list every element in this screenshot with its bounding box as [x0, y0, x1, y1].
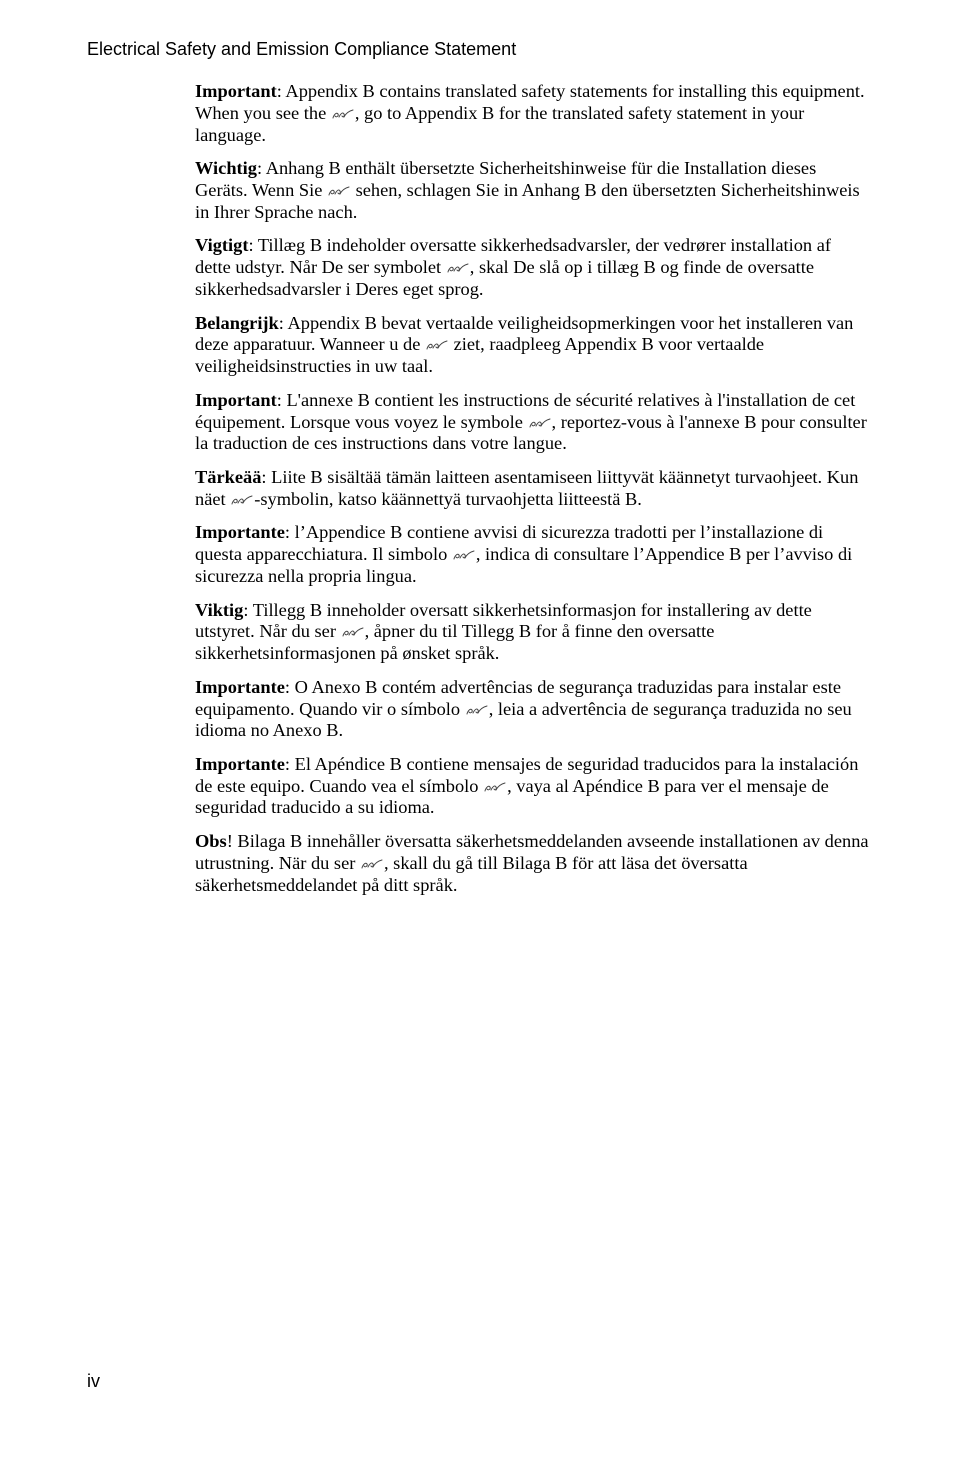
statement-text-after-symbol: , skal De slå op i tillæg B og finde de oversatte sikkerhedsadvarsler i Deres eget sprog.: [195, 257, 815, 299]
statement-lead: Viktig: [195, 599, 244, 620]
safety-statement-hand-icon: [483, 780, 507, 794]
statement-lead: Obs: [195, 831, 227, 852]
safety-statement-list: [195, 81, 871, 908]
statement-lead: Wichtig: [195, 158, 257, 179]
statement-text-before-symbol: : Appendix B bevat vertaalde veiligheidsopmerkingen voor het installeren van deze apparatuur. Wanneer u de: [195, 312, 854, 355]
safety-statement-finnish: [195, 467, 871, 511]
statement-text-before-symbol: : L'annexe B contient les instructions de sécurité relatives à l'installation de cet équipement. Lorsque vous voyez le symbole: [195, 389, 856, 432]
safety-statement-hand-icon: [341, 625, 365, 639]
statement-text-after-symbol: , åpner du til Tillegg B for å finne den oversatte sikkerhetsinformasjonen på ønsket språk.: [195, 621, 715, 664]
statement-text-before-symbol: : Appendix B contains translated safety statements for installing this equipment. When you see the: [195, 81, 865, 123]
safety-statement-hand-icon: [452, 548, 476, 562]
safety-statement-portuguese: [195, 677, 871, 742]
statement-text-after-symbol: sehen, schlagen Sie in Anhang B den übersetzten Sicherheitshinweis in Ihrer Sprache nach.: [195, 179, 860, 222]
statement-text-after-symbol: ziet, raadpleeg Appendix B voor vertaalde veiligheidsinstructies in uw taal.: [195, 334, 765, 377]
statement-text-after-symbol: -symbolin, katso käännettyä turvaohjetta liitteestä B.: [254, 488, 642, 509]
statement-text-before-symbol: ! Bilaga B innehåller översatta säkerhetsmeddelanden avseende installationen av denna utrustning. När du ser: [195, 831, 869, 873]
statement-text-before-symbol: : Anhang B enthält übersetzte Sicherheitshinweise für die Installation dieses Geräts. Wenn Sie: [195, 158, 817, 200]
safety-statement-french: [195, 390, 871, 455]
safety-statement-swedish: [195, 831, 871, 896]
statement-text-after-symbol: , indica di consultare l’Appendice B per l’avviso di sicurezza nella propria lingua.: [195, 544, 853, 586]
statement-text-before-symbol: : Tillæg B indeholder oversatte sikkerhedsadvarsler, der vedrører installation af dette udstyr. Når De ser symbolet: [195, 235, 831, 278]
safety-statement-hand-icon: [465, 703, 489, 717]
safety-statement-english: [195, 81, 871, 146]
safety-statement-danish: [195, 235, 871, 300]
safety-statement-hand-icon: [425, 338, 449, 352]
safety-statement-hand-icon: [230, 493, 254, 507]
statement-lead: Belangrijk: [195, 312, 279, 333]
safety-statement-hand-icon: [327, 184, 351, 198]
statement-lead: Important: [195, 81, 277, 101]
statement-text-before-symbol: : O Anexo B contém advertências de segurança traduzidas para instalar este equipamento. Quando vir o símbolo: [195, 676, 841, 719]
statement-text-before-symbol: : Liite B sisältää tämän laitteen asentamiseen liittyvät käännetyt turvaohjeet. Kun näet: [195, 466, 859, 509]
statement-text-after-symbol: , leia a advertência de segurança traduzida no seu idioma no Anexo B.: [195, 698, 852, 741]
statement-text-before-symbol: : l’Appendice B contiene avvisi di sicurezza tradotti per l’installazione di questa apparecchiatura. Il simbolo: [195, 522, 824, 565]
statement-text-after-symbol: , go to Appendix B for the translated safety statement in your language.: [195, 102, 805, 145]
statement-lead: Important: [195, 389, 277, 410]
statement-text-after-symbol: , reportez-vous à l'annexe B pour consulter la traduction de ces instructions dans votre langue.: [195, 411, 867, 454]
safety-statement-norwegian: [195, 600, 871, 665]
statement-text-after-symbol: , vaya al Apéndice B para ver el mensaje de seguridad traducido a su idioma.: [195, 775, 829, 818]
page-header-title: Electrical Safety and Emission Compliance Statement: [87, 39, 517, 59]
statement-lead: Importante: [195, 753, 285, 774]
safety-statement-dutch: [195, 313, 871, 378]
safety-statement-hand-icon: [446, 261, 470, 275]
safety-statement-italian: [195, 522, 871, 587]
statement-lead: Importante: [195, 522, 285, 543]
safety-statement-hand-icon: [360, 857, 384, 871]
safety-statement-german: [195, 158, 871, 223]
statement-text-before-symbol: : El Apéndice B contiene mensajes de seguridad traducidos para la instalación de este equipo. Cuando vea el símbolo: [195, 753, 859, 796]
safety-statement-hand-icon: [331, 107, 355, 121]
statement-text-before-symbol: : Tillegg B inneholder oversatt sikkerhetsinformasjon for installering av dette utstyret. Når du ser: [195, 599, 812, 642]
statement-text-after-symbol: , skall du gå till Bilaga B för att läsa det översatta säkerhetsmeddelandet på ditt språk.: [195, 852, 748, 895]
page-number: iv: [87, 1371, 100, 1391]
safety-statement-hand-icon: [528, 416, 552, 430]
statement-lead: Tärkeää: [195, 466, 262, 487]
safety-statement-spanish: [195, 754, 871, 819]
statement-lead: Vigtigt: [195, 235, 249, 256]
statement-lead: Importante: [195, 676, 285, 697]
